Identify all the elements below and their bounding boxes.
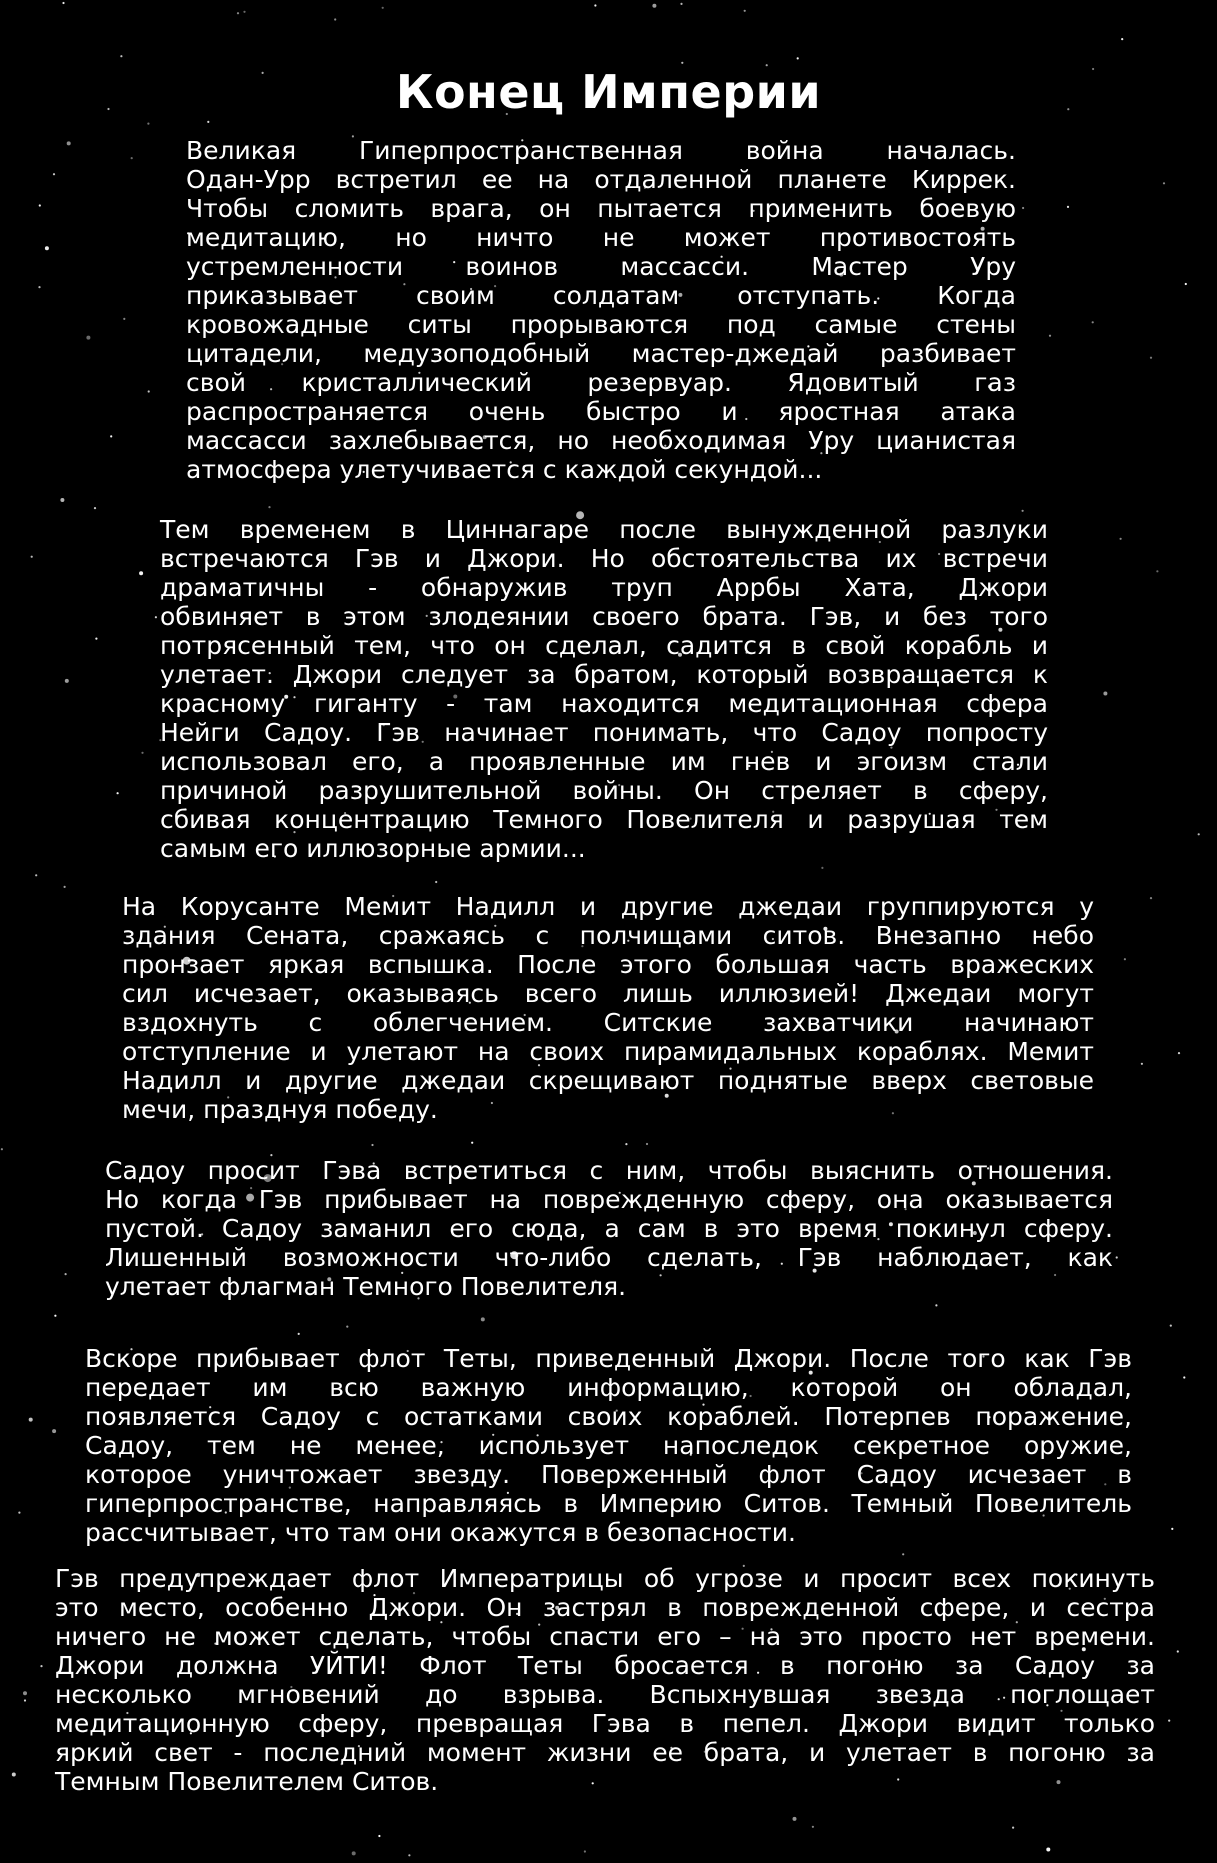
paragraph-2: [160, 515, 1048, 863]
text-line: гиперпространстве, направляясь в Империю Ситов. Темный Повелитель: [85, 1489, 1132, 1518]
text-line: ничего не может сделать, чтобы спасти его – на это просто нет времени.: [55, 1622, 1155, 1651]
text-line: мечи, празднуя победу.: [122, 1095, 438, 1124]
text-line: красному гиганту - там находится медитационная сфера: [160, 689, 1048, 718]
text-line: распространяется очень быстро и яростная атака: [186, 397, 1016, 426]
text-line: Лишенный возможности что-либо сделать, Гэв наблюдает, как: [105, 1243, 1113, 1272]
text-line: Джори должна УЙТИ! Флот Теты бросается в погоню за Садоу за: [55, 1651, 1155, 1680]
text-line: использовал его, а проявленные им гнев и эгоизм стали: [160, 747, 1048, 776]
text-line: это место, особенно Джори. Он застрял в поврежденной сфере, и сестра: [55, 1593, 1155, 1622]
page-title: Конец Империи: [395, 65, 822, 119]
text-line: яркий свет - последний момент жизни ее брата, и улетает в погоню за: [55, 1738, 1155, 1767]
paragraph-5: [85, 1344, 1132, 1547]
text-line: причиной разрушительной войны. Он стреляет в сферу,: [160, 776, 1048, 805]
text-line: свой кристаллический резервуар. Ядовитый газ: [186, 368, 1016, 397]
text-line: встречаются Гэв и Джори. Но обстоятельства их встречи: [160, 544, 1048, 573]
text-line: отступление и улетают на своих пирамидальных кораблях. Мемит: [122, 1037, 1094, 1066]
text-line: На Корусанте Мемит Надилл и другие джедаи группируются у: [122, 892, 1094, 921]
text-line: которое уничтожает звезду. Поверженный флот Садоу исчезает в: [85, 1460, 1132, 1489]
text-line: Одан-Урр встретил ее на отдаленной планете Киррек.: [186, 165, 1016, 194]
text-line: Нейги Садоу. Гэв начинает понимать, что Садоу попросту: [160, 718, 1048, 747]
text-line: рассчитывает, что там они окажутся в безопасности.: [85, 1518, 796, 1547]
text-line: самым его иллюзорные армии...: [160, 834, 586, 863]
text-line: устремленности воинов массасси. Мастер Уру: [186, 252, 1016, 281]
text-line: массасси захлебывается, но необходимая Уру цианистая: [186, 426, 1016, 455]
text-line: здания Сената, сражаясь с полчищами ситов. Внезапно небо: [122, 921, 1094, 950]
text-line: Гэв предупреждает флот Императрицы об угрозе и просит всех покинуть: [55, 1564, 1155, 1593]
text-line: Надилл и другие джедаи скрещивают поднятые вверх световые: [122, 1066, 1094, 1095]
text-line: Садоу просит Гэва встретиться с ним, чтобы выяснить отношения.: [105, 1156, 1113, 1185]
text-line: Великая Гиперпространственная война началась.: [186, 136, 1016, 165]
paragraph-3: [122, 892, 1094, 1124]
text-line: вздохнуть с облегчением. Ситские захватчики начинают: [122, 1008, 1094, 1037]
text-line: медитационную сферу, превращая Гэва в пепел. Джори видит только: [55, 1709, 1155, 1738]
text-line: Но когда Гэв прибывает на поврежденную сферу, она оказывается: [105, 1185, 1113, 1214]
paragraph-4: [105, 1156, 1113, 1301]
text-line: Темным Повелителем Ситов.: [55, 1767, 439, 1796]
text-line: обвиняет в этом злодеянии своего брата. Гэв, и без того: [160, 602, 1048, 631]
text-line: потрясенный тем, что он сделал, садится в свой корабль и: [160, 631, 1048, 660]
text-line: атмосфера улетучивается с каждой секундой...: [186, 455, 823, 484]
text-line: Тем временем в Циннагаре после вынужденной разлуки: [160, 515, 1048, 544]
text-line: кровожадные ситы прорываются под самые стены: [186, 310, 1016, 339]
text-line: медитацию, но ничто не может противостоять: [186, 223, 1016, 252]
paragraph-1: [186, 136, 1016, 484]
text-line: улетает. Джори следует за братом, который возвращается к: [160, 660, 1048, 689]
text-line: пустой. Садоу заманил его сюда, а сам в это время покинул сферу.: [105, 1214, 1113, 1243]
text-line: сил исчезает, оказываясь всего лишь иллюзией! Джедаи могут: [122, 979, 1094, 1008]
text-line: приказывает своим солдатам отступать. Когда: [186, 281, 1016, 310]
text-line: Вскоре прибывает флот Теты, приведенный Джори. После того как Гэв: [85, 1344, 1132, 1373]
text-line: улетает флагман Темного Повелителя.: [105, 1272, 627, 1301]
text-line: сбивая концентрацию Темного Повелителя и разрушая тем: [160, 805, 1048, 834]
text-line: пронзает яркая вспышка. После этого большая часть вражеских: [122, 950, 1094, 979]
text-line: несколько мгновений до взрыва. Вспыхнувшая звезда поглощает: [55, 1680, 1155, 1709]
text-line: цитадели, медузоподобный мастер-джедай разбивает: [186, 339, 1016, 368]
text-line: Садоу, тем не менее, использует напоследок секретное оружие,: [85, 1431, 1132, 1460]
paragraph-6: [55, 1564, 1155, 1796]
text-line: драматичны - обнаружив труп Аррбы Хата, Джори: [160, 573, 1048, 602]
text-line: Чтобы сломить врага, он пытается применить боевую: [186, 194, 1016, 223]
text-line: передает им всю важную информацию, которой он обладал,: [85, 1373, 1132, 1402]
text-line: появляется Садоу с остатками своих кораблей. Потерпев поражение,: [85, 1402, 1132, 1431]
